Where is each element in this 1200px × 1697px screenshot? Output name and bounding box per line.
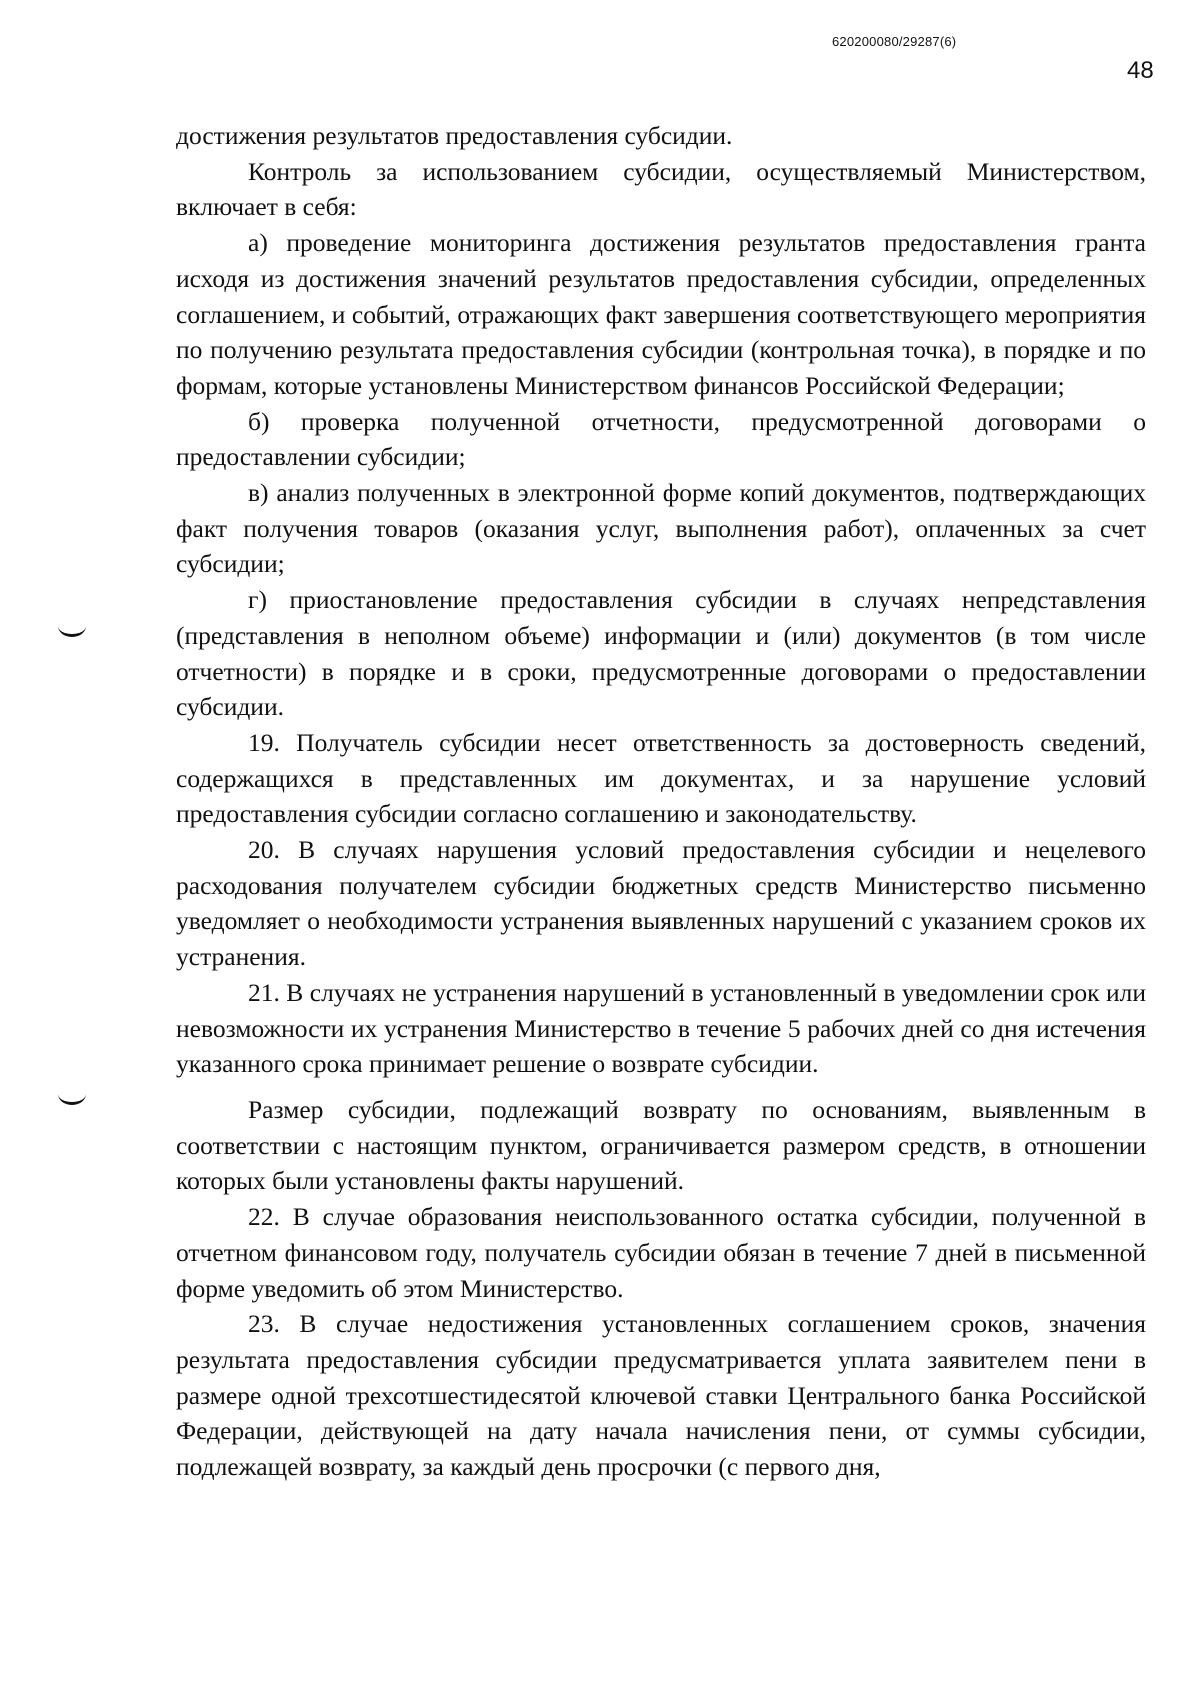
list-item-a: а) проведение мониторинга достижения результатов предоставления гранта исходя из достижения значений результатов предоставления субсидии, определенных соглашением, и событий, отражающих факт завершения соответствующего мероприятия по получению результата предоставления субсидии (контрольная точка), в порядке и по формам, которые установлены Министерством финансов Российской Федерации; xyxy=(176,228,1146,400)
clause-23: 23. В случае недостижения установленных соглашением сроков, значения результата предоставления субсидии предусматривается уплата заявителем пени в размере одной трехсотшестидесятой ключевой ставки Центрального банка Российской Федерации, действующей на дату начала начисления пени, от суммы субсидии, подлежащей возврату, за каждый день просрочки (с первого дня, xyxy=(176,1309,1146,1482)
paragraph: Контроль за использованием субсидии, осуществляемый Министерством, включает в себя: xyxy=(176,156,1146,222)
list-item-b: б) проверка полученной отчетности, предусмотренной договорами о предоставлении субсидии; xyxy=(176,406,1146,472)
clause-20: 20. В случаях нарушения условий предоставления субсидии и нецелевого расходования получателем субсидии бюджетных средств Министерство письменно уведомляет о необходимости устранения выявленных нарушений с указанием сроков их устранения. xyxy=(176,835,1146,972)
page-number: 48 xyxy=(1127,57,1154,84)
clause-19: 19. Получатель субсидии несет ответственность за достоверность сведений, содержащихся в представленных им документах, и за нарушение условий предоставления субсидии согласно соглашению и законодательству. xyxy=(176,727,1146,829)
clause-21: 21. В случаях не устранения нарушений в установленный в уведомлении срок или невозможности их устранения Министерство в течение 5 рабочих дней со дня истечения указанного срока принимает решение о возврате субсидии. xyxy=(176,977,1146,1079)
clause-22: 22. В случае образования неиспользованного остатка субсидии, полученной в отчетном финансовом году, получатель субсидии обязан в течение 7 дней в письменной форме уведомить об этом Министерство. xyxy=(176,1202,1146,1303)
list-item-v: в) анализ полученных в электронной форме копий документов, подтверждающих факт получения товаров (оказания услуг, выполнения работ), оплаченных за счет субсидии; xyxy=(176,478,1146,579)
paragraph: достижения результатов предоставления субсидии. xyxy=(176,121,733,150)
paragraph: Размер субсидии, подлежащий возврату по основаниям, выявленным в соответствии с настоящим пунктом, ограничивается размером средств, в отношении которых были установлены факты нарушений. xyxy=(176,1094,1146,1196)
margin-bracket-mark xyxy=(58,624,86,637)
document-id: 620200080/29287(6) xyxy=(832,34,957,49)
list-item-g: г) приостановление предоставления субсидии в случаях непредставления (представления в неполном объеме) информации и (или) документов (в том числе отчетности) в порядке и в сроки, предусмотренные договорами о предоставлении субсидии. xyxy=(176,585,1146,722)
document-body xyxy=(176,118,1146,1485)
margin-bracket-mark xyxy=(58,1092,86,1105)
